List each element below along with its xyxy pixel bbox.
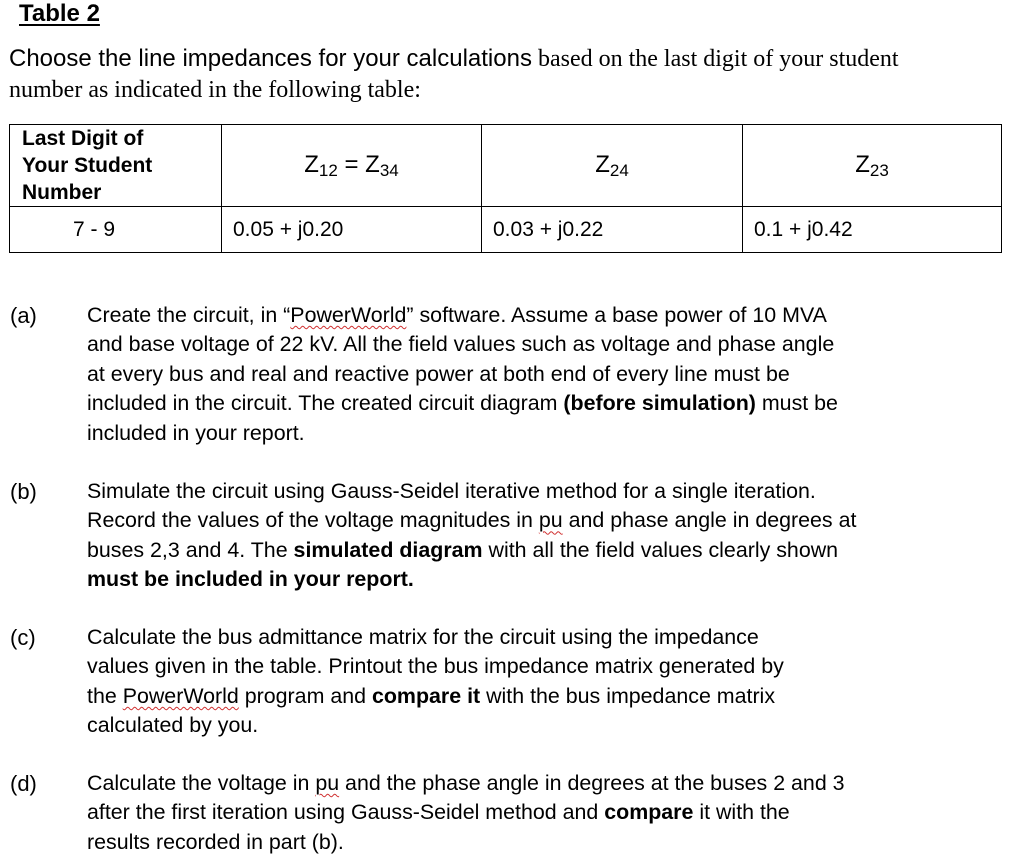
text-run: with the bus impedance matrix xyxy=(480,683,776,708)
text-line xyxy=(87,798,967,827)
z-subscript: 12 xyxy=(318,160,338,180)
header-line: Last Digit of xyxy=(22,127,144,150)
intro-text-serif: based on the last digit of your student xyxy=(531,46,899,72)
text-line xyxy=(87,506,967,535)
question-a-label: (a) xyxy=(10,303,37,328)
bold-text: compare xyxy=(604,800,694,825)
z-symbol: Z xyxy=(365,150,380,178)
header-line: Number xyxy=(22,181,102,204)
text-line xyxy=(87,536,967,565)
text-run: and phase angle in degrees at xyxy=(562,508,857,533)
bold-text: must be included in your report. xyxy=(87,567,414,592)
header-z12-z34 xyxy=(222,125,482,207)
spellcheck-word: pu xyxy=(538,508,563,533)
intro-line-1 xyxy=(9,45,899,73)
text-run: and the phase angle in degrees at the buses 2 and 3 xyxy=(339,771,845,795)
text-run: included in the circuit. The created circuit diagram xyxy=(87,391,564,416)
spellcheck-word: PowerWorld xyxy=(290,303,407,327)
impedance-table xyxy=(9,124,1002,253)
question-b-label: (b) xyxy=(10,479,37,504)
text-line: calculated by you. xyxy=(87,713,259,738)
bold-text: compare it xyxy=(371,683,481,708)
z-symbol: Z xyxy=(304,150,319,178)
text-run: after the first iteration using Gauss-Seidel method and xyxy=(87,800,605,825)
header-line: Your Student xyxy=(22,154,153,177)
text-run: must be xyxy=(755,391,838,416)
z-subscript: 24 xyxy=(609,160,629,180)
text-run: program and xyxy=(238,683,372,708)
table-header-row xyxy=(10,125,1002,207)
text-run: Create the circuit, in “ xyxy=(87,303,291,327)
bold-text: simulated diagram xyxy=(293,537,483,562)
text-run: Calculate the voltage in xyxy=(87,771,316,795)
header-last-digit xyxy=(10,125,222,207)
text-run: with all the field values clearly shown xyxy=(482,537,839,562)
spellcheck-word: PowerWorld xyxy=(122,683,239,708)
cell-z24: 0.03 + j0.22 xyxy=(482,207,743,253)
text-line: values given in the table. Printout the bus impedance matrix generated by xyxy=(87,654,784,679)
question-d-label: (d) xyxy=(10,771,37,796)
text-line xyxy=(87,301,967,330)
text-run: it with the xyxy=(693,800,790,825)
cell-z12-z34: 0.05 + j0.20 xyxy=(222,207,482,253)
text-run: Record the values of the voltage magnitudes in xyxy=(87,508,539,533)
text-line xyxy=(87,389,967,418)
question-d-text xyxy=(87,769,967,857)
text-line: and base voltage of 22 kV. All the field values such as voltage and phase angle xyxy=(87,332,835,357)
cell-last-digit: 7 - 9 xyxy=(10,207,222,253)
text-run: the xyxy=(87,683,123,708)
text-run: ” software. Assume a base power of 10 MVA xyxy=(406,303,827,327)
text-line: Calculate the bus admittance matrix for the circuit using the impedance xyxy=(87,625,759,649)
z-symbol: Z xyxy=(855,150,870,178)
header-z23 xyxy=(743,125,1002,207)
intro-line-2: number as indicated in the following table: xyxy=(9,77,421,103)
header-z24 xyxy=(482,125,743,207)
intro-text-sans: Choose the line impedances for your calculations xyxy=(9,45,532,72)
z-subscript: 23 xyxy=(869,160,889,180)
question-a-text xyxy=(87,301,967,448)
bold-text: (before simulation) xyxy=(563,391,756,416)
cell-z23: 0.1 + j0.42 xyxy=(743,207,1002,253)
text-line xyxy=(87,565,967,594)
z-subscript: 34 xyxy=(379,160,399,180)
text-line: at every bus and real and reactive power at both end of every line must be xyxy=(87,361,790,386)
text-line xyxy=(87,682,967,711)
text-line: Simulate the circuit using Gauss-Seidel iterative method for a single iteration. xyxy=(87,479,816,503)
table-title: Table 2 xyxy=(19,0,100,27)
text-line xyxy=(87,769,967,798)
table-row xyxy=(10,207,1002,253)
text-line: included in your report. xyxy=(87,420,305,445)
z-symbol: Z xyxy=(595,150,610,178)
spellcheck-word: pu xyxy=(315,771,340,795)
equals-sign: = xyxy=(337,150,366,178)
question-c-label: (c) xyxy=(10,625,36,650)
text-run: buses 2,3 and 4. The xyxy=(87,537,294,562)
text-line: results recorded in part (b). xyxy=(87,829,344,854)
question-c-text xyxy=(87,623,967,741)
question-b-text xyxy=(87,477,967,595)
